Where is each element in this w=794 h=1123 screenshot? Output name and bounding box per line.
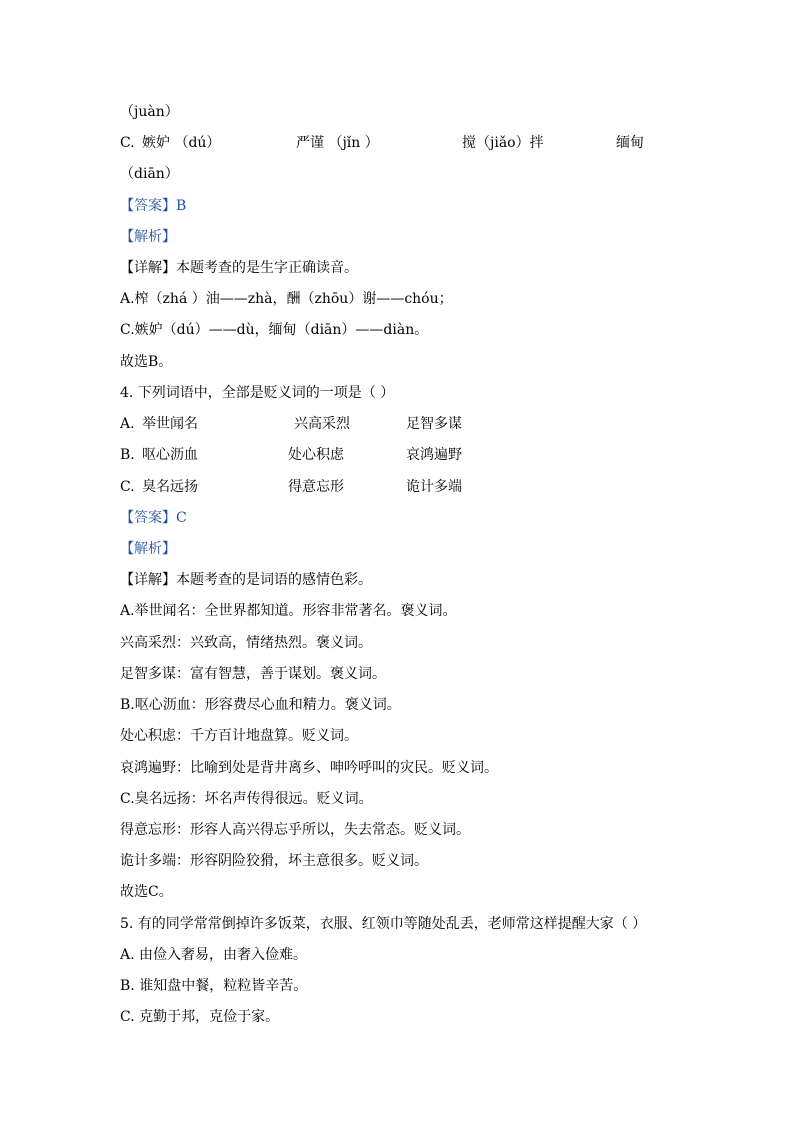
- option-word: 举世闻名: [142, 416, 198, 432]
- detail-line: 【详解】本题考查的是生字正确读音。: [120, 260, 358, 276]
- explanation-line: A.榨（zhá ）油——zhà，酬（zhōu）谢——chóu；: [120, 291, 453, 307]
- explanation-line: 兴高采烈：兴致高，情绪热烈。褒义词。: [120, 635, 372, 651]
- pinyin-dian: （diān）: [120, 166, 179, 182]
- option-label: A.: [120, 416, 135, 432]
- conclusion-line: 故选B。: [120, 354, 173, 370]
- option-word: 搅（jiǎo）拌: [462, 135, 544, 151]
- option-label: C.: [120, 135, 135, 151]
- pinyin-juan: （juàn）: [120, 104, 179, 120]
- detail-line: 【详解】本题考查的是词语的感情色彩。: [120, 572, 372, 588]
- option-word: 得意忘形: [288, 479, 344, 495]
- explanation-line: C.嫉妒（dú）——dù，缅甸（diān）——diàn。: [120, 322, 429, 338]
- option-row: [120, 477, 480, 497]
- option-row: [120, 445, 480, 465]
- explanation-line: 处心积虑：千方百计地盘算。贬义词。: [120, 728, 358, 744]
- option-word: 臭名远扬: [142, 479, 198, 495]
- explanation-line: A.举世闻名：全世界都知道。形容非常著名。褒义词。: [120, 603, 457, 619]
- question-stem: 4. 下列词语中，全部是贬义词的一项是（ ）: [120, 385, 395, 401]
- option-row: [120, 414, 480, 434]
- question-stem: 5. 有的同学常常倒掉许多饭菜，衣服、红领巾等随处乱丢，老师常这样提醒大家（ ）: [120, 916, 647, 932]
- option-word: 足智多谋: [406, 416, 462, 432]
- option-word: 严谨 （jǐn ）: [296, 135, 379, 151]
- explanation-line: 得意忘形：形容人高兴得忘乎所以，失去常态。贬义词。: [120, 822, 470, 838]
- option-label: C.: [120, 479, 135, 495]
- option-word: 嫉妒 （dú）: [142, 135, 221, 151]
- option-word: 处心积虑: [288, 447, 344, 463]
- option-word: 兴高采烈: [294, 416, 350, 432]
- answer-label: 【答案】C: [120, 510, 187, 526]
- explanation-line: 哀鸿遍野：比喻到处是背井离乡、呻吟呼叫的灾民。贬义词。: [120, 760, 498, 776]
- analysis-label: 【解析】: [120, 229, 176, 245]
- option-line: B. 谁知盘中餐，粒粒皆辛苦。: [120, 978, 308, 994]
- conclusion-line: 故选C。: [120, 884, 173, 900]
- option-word: 哀鸿遍野: [406, 447, 462, 463]
- answer-label: 【答案】B: [120, 198, 187, 214]
- option-word: 诡计多端: [406, 479, 462, 495]
- analysis-label: 【解析】: [120, 541, 176, 557]
- option-line: C. 克勤于邦，克俭于家。: [120, 1009, 280, 1025]
- explanation-line: B.呕心沥血：形容费尽心血和精力。褒义词。: [120, 697, 401, 713]
- q3-option-c: [120, 133, 680, 153]
- explanation-line: 足智多谋：富有智慧，善于谋划。褒义词。: [120, 666, 386, 682]
- option-word: 呕心沥血: [142, 447, 198, 463]
- explanation-line: C.臭名远扬：坏名声传得很远。贬义词。: [120, 791, 373, 807]
- option-label: B.: [120, 447, 135, 463]
- option-line: A. 由俭入奢易，由奢入俭难。: [120, 947, 308, 963]
- explanation-line: 诡计多端：形容阴险狡猾，坏主意很多。贬义词。: [120, 853, 428, 869]
- option-word: 缅甸: [616, 135, 644, 151]
